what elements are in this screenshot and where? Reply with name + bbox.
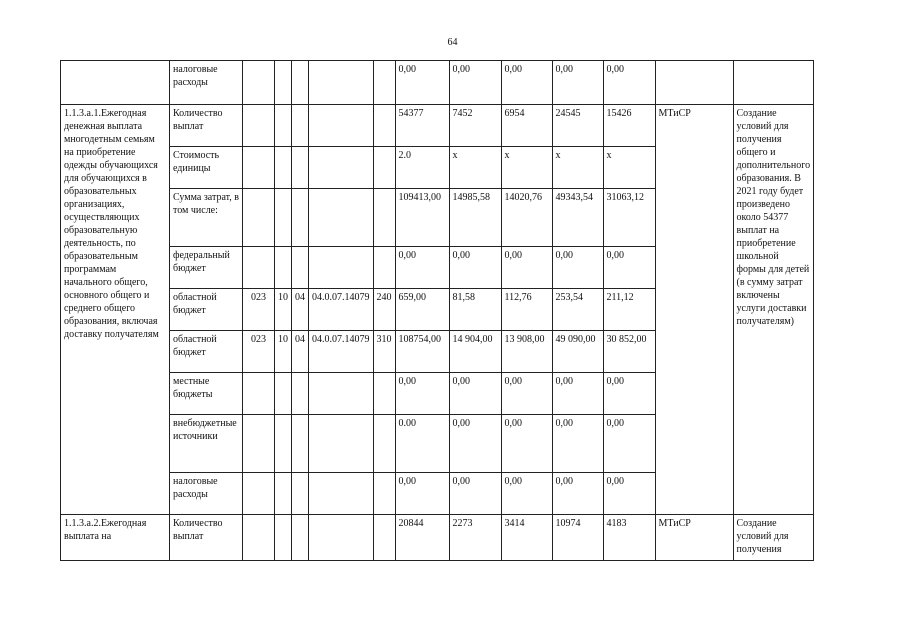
kbk-csr xyxy=(309,147,374,189)
value-q4: 0,00 xyxy=(603,373,655,415)
kbk-rz: 10 xyxy=(275,289,292,331)
kbk-gp xyxy=(243,415,275,473)
kbk-vr: 310 xyxy=(373,331,395,373)
kbk-vr xyxy=(373,147,395,189)
kbk-pr xyxy=(292,189,309,247)
kbk-gp xyxy=(243,373,275,415)
measure-name-cell xyxy=(61,61,170,105)
indicator-label: Сумма затрат, в том числе: xyxy=(170,189,243,247)
value-q4: 0,00 xyxy=(603,473,655,515)
kbk-pr xyxy=(292,515,309,561)
value-total: 659,00 xyxy=(395,289,449,331)
kbk-vr xyxy=(373,105,395,147)
kbk-pr: 04 xyxy=(292,331,309,373)
value-q4: 15426 xyxy=(603,105,655,147)
value-q3: 0,00 xyxy=(552,415,603,473)
value-q2: x xyxy=(501,147,552,189)
kbk-vr xyxy=(373,515,395,561)
kbk-pr xyxy=(292,415,309,473)
value-q4: 30 852,00 xyxy=(603,331,655,373)
value-q4: x xyxy=(603,147,655,189)
value-total: 0,00 xyxy=(395,247,449,289)
value-total: 109413,00 xyxy=(395,189,449,247)
executor-cell xyxy=(655,61,733,105)
value-q2: 0,00 xyxy=(501,373,552,415)
executor-cell: МТиСР xyxy=(655,105,733,515)
kbk-pr xyxy=(292,247,309,289)
kbk-pr: 04 xyxy=(292,289,309,331)
result-cell: Создание условий для получения общего и дополнительного образования. В 2021 году будет произведено около 54377 выплат на приобретение школьной формы для детей (в сумму затрат включены услуги доставки получателям) xyxy=(733,105,814,515)
value-q1: 0,00 xyxy=(449,415,501,473)
value-total: 0,00 xyxy=(395,61,449,105)
measure-name-cell: 1.1.3.а.1.Ежегодная денежная выплата многодетным семьям на приобретение одежды обучающихся для обучающихся в образовательных организациях, осуществляющих образовательную деятельность, по образовательным программам начального общего, основного общего и среднего общего образования, включая доставку получателям xyxy=(61,105,170,515)
kbk-pr xyxy=(292,473,309,515)
kbk-gp xyxy=(243,247,275,289)
indicator-label: областной бюджет xyxy=(170,331,243,373)
kbk-csr xyxy=(309,105,374,147)
kbk-csr xyxy=(309,415,374,473)
kbk-vr xyxy=(373,61,395,105)
value-q2: 6954 xyxy=(501,105,552,147)
value-q4: 31063,12 xyxy=(603,189,655,247)
value-total: 20844 xyxy=(395,515,449,561)
value-q3: x xyxy=(552,147,603,189)
value-q2: 112,76 xyxy=(501,289,552,331)
kbk-gp xyxy=(243,147,275,189)
value-q3: 0,00 xyxy=(552,247,603,289)
kbk-csr xyxy=(309,189,374,247)
kbk-pr xyxy=(292,147,309,189)
value-total: 54377 xyxy=(395,105,449,147)
kbk-csr: 04.0.07.14079 xyxy=(309,289,374,331)
kbk-csr xyxy=(309,473,374,515)
kbk-gp xyxy=(243,105,275,147)
program-table xyxy=(60,60,814,561)
kbk-pr xyxy=(292,105,309,147)
value-q3: 0,00 xyxy=(552,61,603,105)
kbk-rz xyxy=(275,373,292,415)
value-q3: 0,00 xyxy=(552,373,603,415)
kbk-csr xyxy=(309,373,374,415)
kbk-vr xyxy=(373,189,395,247)
kbk-rz xyxy=(275,415,292,473)
executor-cell: МТиСР xyxy=(655,515,733,561)
value-q2: 0,00 xyxy=(501,61,552,105)
value-q2: 13 908,00 xyxy=(501,331,552,373)
indicator-label: налоговые расходы xyxy=(170,473,243,515)
value-q2: 0,00 xyxy=(501,247,552,289)
value-q3: 253,54 xyxy=(552,289,603,331)
indicator-label: налоговые расходы xyxy=(170,61,243,105)
kbk-gp xyxy=(243,515,275,561)
result-cell: Создание условий для получения xyxy=(733,515,814,561)
value-q3: 0,00 xyxy=(552,473,603,515)
indicator-label: местные бюджеты xyxy=(170,373,243,415)
value-q2: 3414 xyxy=(501,515,552,561)
kbk-csr xyxy=(309,247,374,289)
kbk-csr xyxy=(309,61,374,105)
kbk-rz xyxy=(275,247,292,289)
kbk-gp: 023 xyxy=(243,289,275,331)
indicator-label: Стоимость единицы xyxy=(170,147,243,189)
kbk-gp: 023 xyxy=(243,331,275,373)
value-total: 0,00 xyxy=(395,373,449,415)
value-total: 108754,00 xyxy=(395,331,449,373)
value-q4: 0,00 xyxy=(603,415,655,473)
value-q1: 0,00 xyxy=(449,473,501,515)
kbk-vr: 240 xyxy=(373,289,395,331)
kbk-rz xyxy=(275,189,292,247)
value-q1: 0,00 xyxy=(449,247,501,289)
value-q1: 2273 xyxy=(449,515,501,561)
table-row xyxy=(61,515,814,561)
indicator-label: федеральный бюджет xyxy=(170,247,243,289)
result-cell xyxy=(733,61,814,105)
kbk-vr xyxy=(373,247,395,289)
value-total: 2.0 xyxy=(395,147,449,189)
kbk-rz xyxy=(275,105,292,147)
kbk-rz: 10 xyxy=(275,331,292,373)
kbk-rz xyxy=(275,515,292,561)
kbk-rz xyxy=(275,147,292,189)
kbk-csr xyxy=(309,515,374,561)
kbk-pr xyxy=(292,61,309,105)
value-q1: 0,00 xyxy=(449,61,501,105)
value-q1: 14985,58 xyxy=(449,189,501,247)
kbk-csr: 04.0.07.14079 xyxy=(309,331,374,373)
value-total: 0,00 xyxy=(395,473,449,515)
page-number: 64 xyxy=(447,37,458,48)
kbk-rz xyxy=(275,473,292,515)
value-q2: 14020,76 xyxy=(501,189,552,247)
table-row xyxy=(61,61,814,105)
value-q1: x xyxy=(449,147,501,189)
value-q3: 24545 xyxy=(552,105,603,147)
kbk-gp xyxy=(243,473,275,515)
measure-name-cell: 1.1.3.а.2.Ежегодная выплата на xyxy=(61,515,170,561)
value-q2: 0,00 xyxy=(501,473,552,515)
value-q1: 81,58 xyxy=(449,289,501,331)
indicator-label: областной бюджет xyxy=(170,289,243,331)
value-q1: 7452 xyxy=(449,105,501,147)
kbk-vr xyxy=(373,473,395,515)
kbk-pr xyxy=(292,373,309,415)
value-total: 0.00 xyxy=(395,415,449,473)
value-q3: 49343,54 xyxy=(552,189,603,247)
value-q4: 4183 xyxy=(603,515,655,561)
kbk-rz xyxy=(275,61,292,105)
kbk-vr xyxy=(373,373,395,415)
kbk-gp xyxy=(243,61,275,105)
table-row xyxy=(61,105,814,147)
indicator-label: Количество выплат xyxy=(170,515,243,561)
kbk-vr xyxy=(373,415,395,473)
indicator-label: внебюджетные источники xyxy=(170,415,243,473)
value-q4: 0,00 xyxy=(603,61,655,105)
value-q1: 14 904,00 xyxy=(449,331,501,373)
value-q4: 0,00 xyxy=(603,247,655,289)
value-q3: 49 090,00 xyxy=(552,331,603,373)
value-q2: 0,00 xyxy=(501,415,552,473)
value-q4: 211,12 xyxy=(603,289,655,331)
kbk-gp xyxy=(243,189,275,247)
value-q3: 10974 xyxy=(552,515,603,561)
indicator-label: Количество выплат xyxy=(170,105,243,147)
value-q1: 0,00 xyxy=(449,373,501,415)
